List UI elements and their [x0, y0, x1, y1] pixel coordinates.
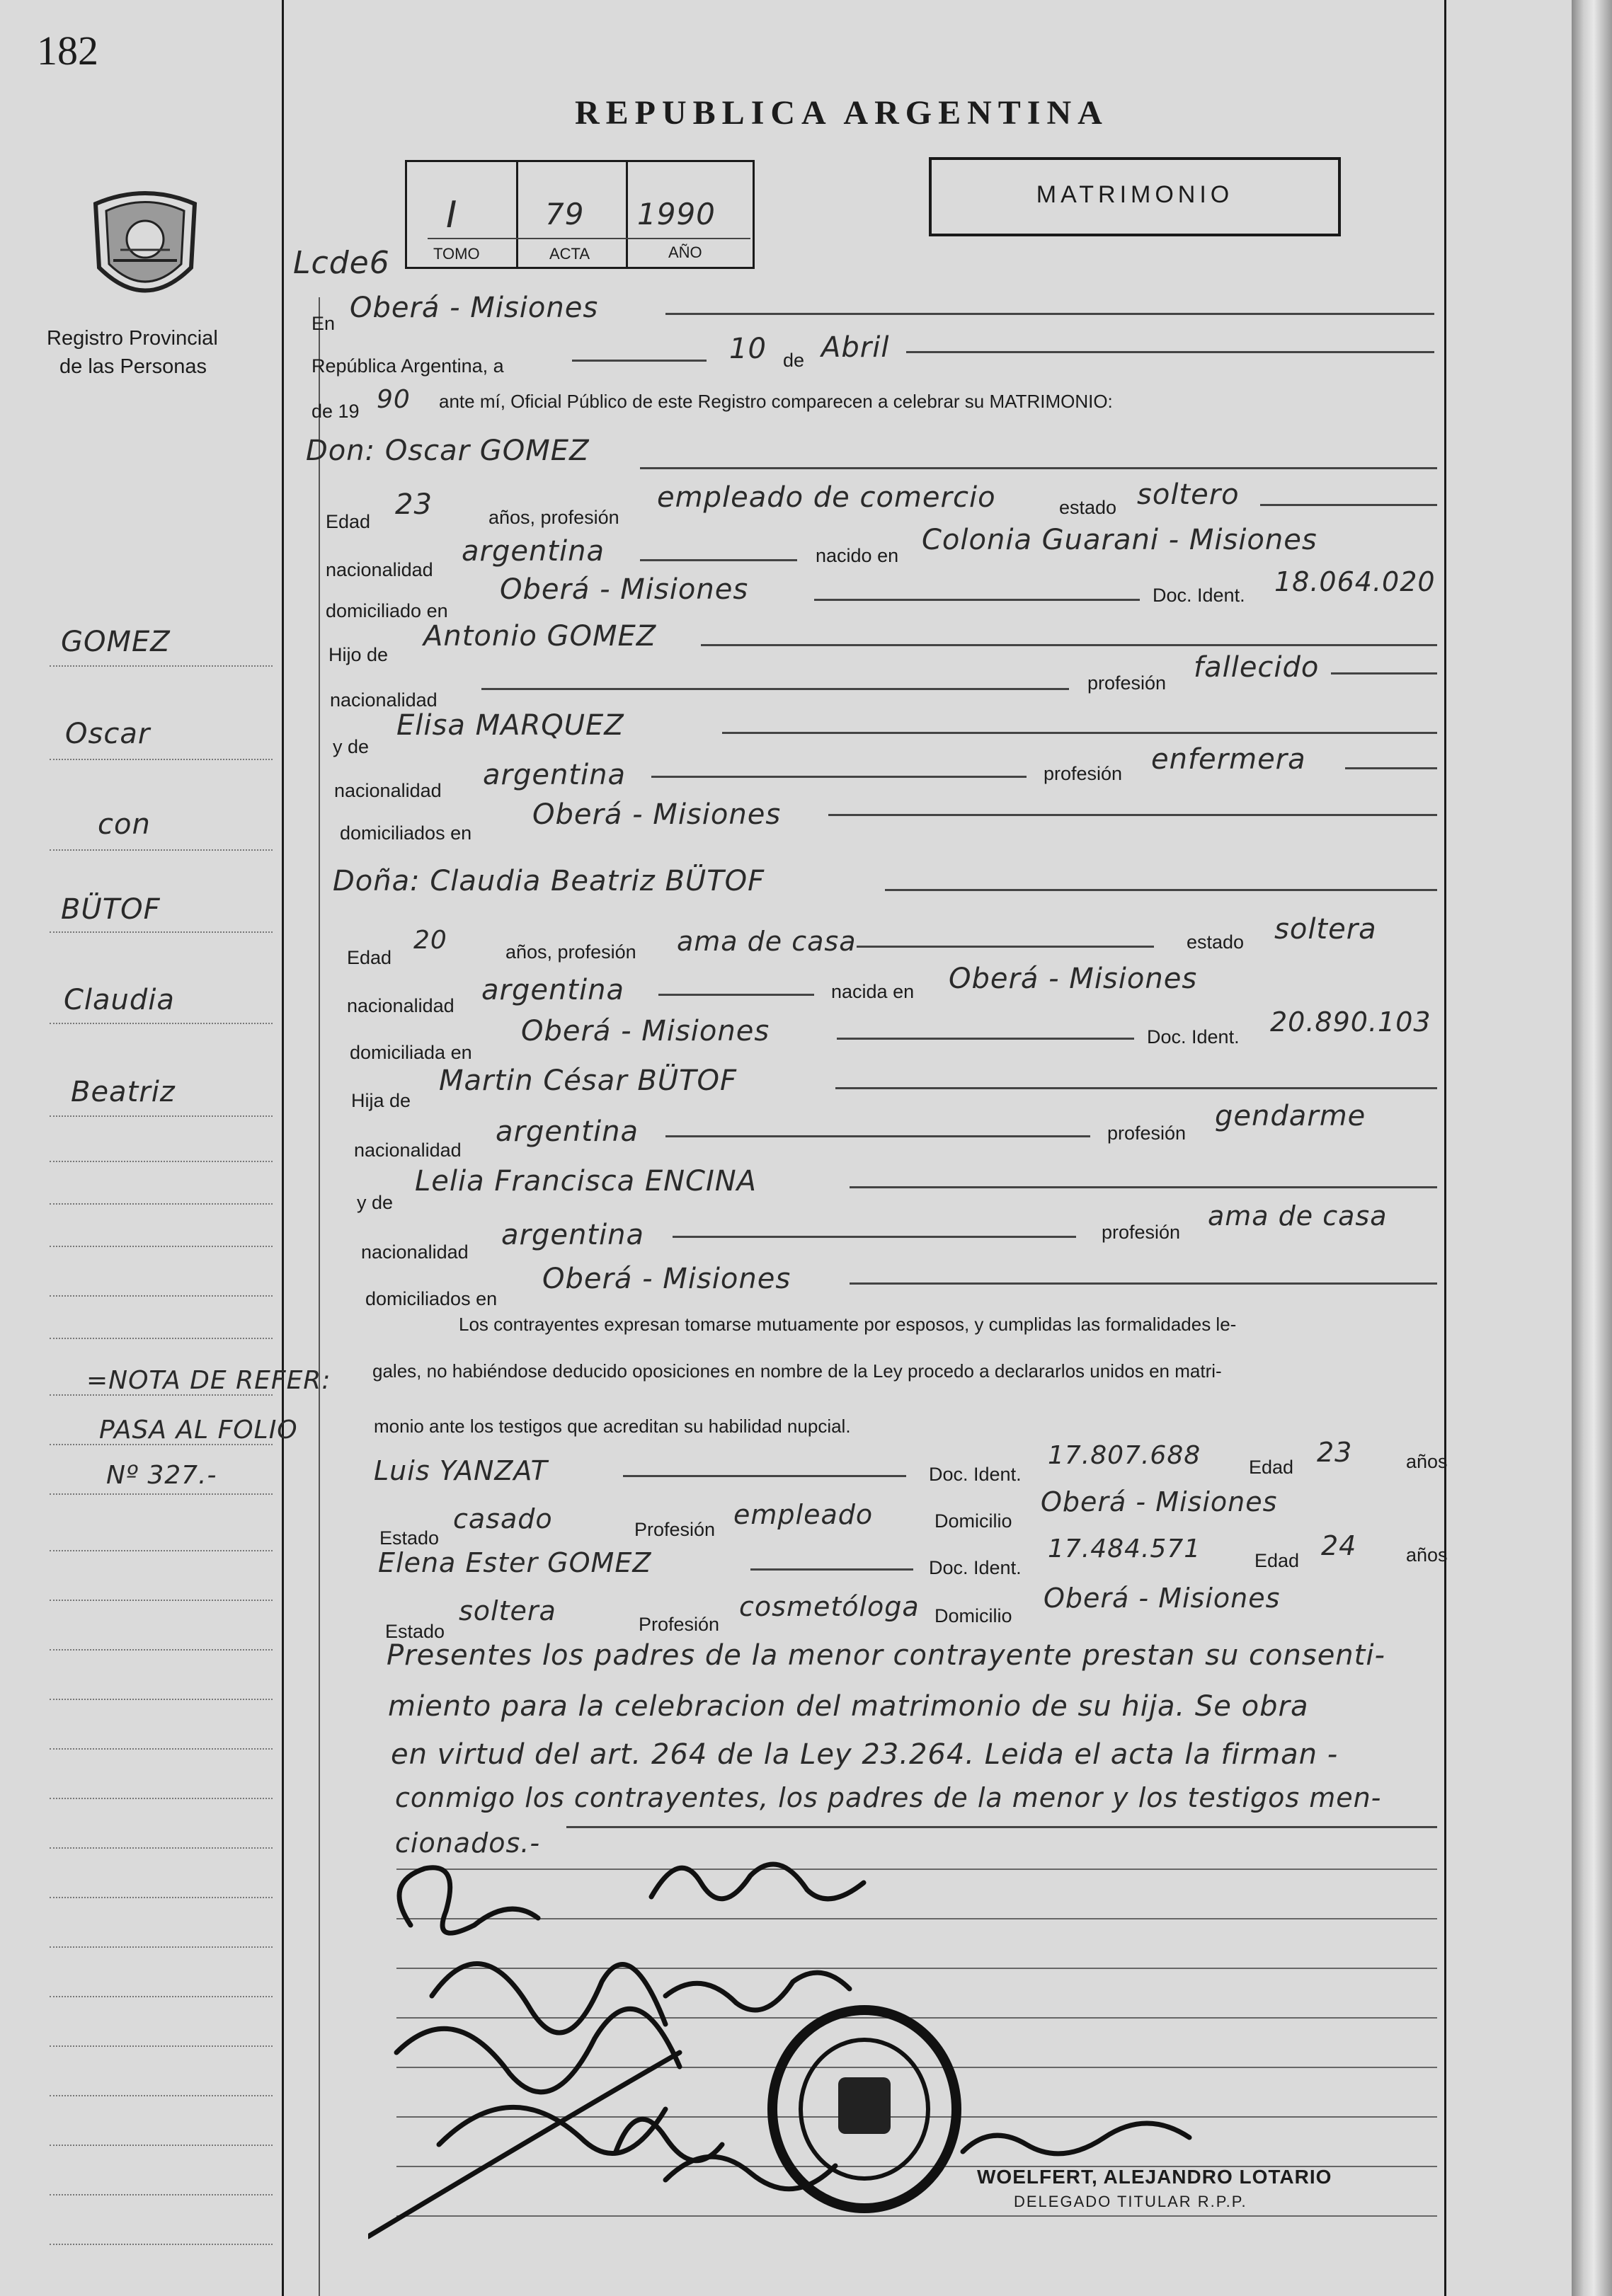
- official-name: WOELFERT, ALEJANDRO LOTARIO: [977, 2166, 1332, 2188]
- groom-title-line: [640, 467, 1437, 469]
- bride-edad-label: Edad: [347, 947, 392, 968]
- official-stamp: [762, 2003, 967, 2215]
- witness1-line-1: [623, 1475, 906, 1477]
- bride-madre-nacionalidad: argentina: [501, 1219, 644, 1251]
- margin-name-bride-1: Claudia: [64, 984, 175, 1016]
- bride-padre-profesion: gendarme: [1215, 1100, 1366, 1132]
- notes-line-1: Presentes los padres de la menor contrayente prestan su consenti-: [387, 1639, 1385, 1672]
- witness1-profesion: empleado: [733, 1499, 874, 1530]
- bride-yde-label: y de: [357, 1192, 394, 1213]
- bride-doc: 20.890.103: [1270, 1006, 1431, 1038]
- groom-line-1: [1260, 504, 1437, 506]
- bride-dom-label: domiciliada en: [350, 1042, 472, 1063]
- groom-nacido-label: nacido en: [816, 545, 899, 566]
- witness2-anos-label: años: [1406, 1544, 1448, 1566]
- bride-hija-label: Hija de: [351, 1090, 411, 1111]
- groom-anos-label: años, profesión: [488, 507, 619, 528]
- acta-value: 79: [545, 197, 585, 231]
- bride-madre: Lelia Francisca ENCINA: [415, 1165, 758, 1198]
- bride-line-8: [850, 1282, 1437, 1285]
- bride-anos-label: años, profesión: [505, 941, 636, 963]
- groom-doc-label: Doc. Ident.: [1153, 585, 1245, 606]
- witness1-domicilio: Oberá - Misiones: [1041, 1486, 1278, 1517]
- margin-note-line-1: =NOTA DE REFER:: [86, 1366, 331, 1395]
- groom-edad: 23: [395, 488, 433, 521]
- record-box-divider-1: [516, 160, 518, 268]
- book-page-edge: [1572, 0, 1612, 2296]
- groom-line-4: [701, 644, 1437, 646]
- bride-madre-prof-label: profesión: [1102, 1222, 1181, 1243]
- groom-padre-nac-label: nacionalidad: [330, 689, 438, 711]
- notes-line-4: conmigo los contrayentes, los padres de la menor y los testigos men-: [395, 1782, 1382, 1813]
- groom-title: Don: Oscar GOMEZ: [306, 435, 590, 467]
- country-title: REPUBLICA ARGENTINA: [575, 94, 1109, 132]
- groom-nac-label: nacionalidad: [326, 559, 433, 580]
- groom-line-5: [481, 688, 1069, 690]
- bride-padre-prof-label: profesión: [1107, 1123, 1187, 1144]
- witness2-name: Elena Ester GOMEZ: [378, 1547, 652, 1578]
- groom-madre-nac-label: nacionalidad: [334, 780, 442, 801]
- anio-value: 1990: [637, 197, 716, 231]
- bride-line-3: [837, 1038, 1134, 1040]
- bride-madre-profesion: ama de casa: [1208, 1200, 1388, 1232]
- witness1-prof-label: Profesión: [634, 1519, 716, 1540]
- witness1-name: Luis YANZAT: [374, 1455, 548, 1486]
- margin-note-line-3: Nº 327.-: [106, 1461, 217, 1490]
- bride-line-7: [673, 1236, 1076, 1238]
- official-title: DELEGADO TITULAR R.P.P.: [1014, 2193, 1247, 2210]
- witness2-estado: soltera: [459, 1595, 556, 1626]
- groom-hijo-label: Hijo de: [328, 644, 389, 665]
- groom-yde-label: y de: [333, 736, 370, 757]
- margin-surname-groom: GOMEZ: [61, 626, 171, 658]
- margin-note-line-2: PASA AL FOLIO: [99, 1416, 298, 1445]
- registry-line-1: Registro Provincial: [47, 327, 218, 350]
- acta-label: ACTA: [549, 245, 590, 263]
- republica-line-2: [906, 351, 1434, 353]
- bride-line-2: [658, 994, 814, 996]
- bride-doc-label: Doc. Ident.: [1147, 1026, 1240, 1047]
- bride-title-line: [885, 889, 1437, 891]
- groom-line-8: [651, 776, 1027, 778]
- margin-name-groom: Oscar: [65, 718, 151, 750]
- intro-text: ante mí, Oficial Público de este Registro comparecen a celebrar su MATRIMONIO:: [439, 391, 1113, 412]
- witness1-edad: 23: [1317, 1437, 1353, 1468]
- intro-place-line: [665, 313, 1434, 315]
- groom-edad-label: Edad: [326, 511, 371, 532]
- notes-line-5: cionados.-: [395, 1827, 541, 1859]
- declaration-line-3: monio ante los testigos que acreditan su habilidad nupcial.: [374, 1416, 851, 1437]
- intro-month: Abril: [821, 331, 890, 364]
- groom-line-3: [814, 599, 1140, 601]
- groom-doc: 18.064.020: [1274, 566, 1436, 597]
- intro-year: 90: [377, 385, 411, 414]
- groom-nacido-en: Colonia Guarani - Misiones: [922, 524, 1317, 556]
- bride-madre-nac-label: nacionalidad: [361, 1241, 469, 1263]
- groom-domicilio: Oberá - Misiones: [500, 573, 749, 606]
- page-number: 182: [37, 28, 98, 74]
- bride-line-6: [850, 1186, 1437, 1188]
- groom-line-2: [640, 559, 797, 561]
- right-border-line: [1444, 0, 1446, 2296]
- tomo-value: I: [446, 194, 458, 236]
- witness1-edad-label: Edad: [1249, 1457, 1294, 1478]
- groom-padres-domicilio: Oberá - Misiones: [532, 798, 782, 831]
- act-type-label: MATRIMONIO: [1036, 181, 1234, 208]
- bride-estado-label: estado: [1187, 931, 1245, 953]
- witness1-anos-label: años: [1406, 1451, 1448, 1472]
- groom-line-6: [1331, 672, 1437, 675]
- intro-place: Oberá - Misiones: [350, 292, 599, 324]
- groom-nacionalidad: argentina: [462, 535, 605, 568]
- witness1-doc: 17.807.688: [1048, 1441, 1201, 1470]
- bride-padre-nacionalidad: argentina: [496, 1115, 639, 1148]
- notes-line-3: en virtud del art. 264 de la Ley 23.264. Leida el acta la firman -: [391, 1738, 1339, 1771]
- bride-nacionalidad: argentina: [481, 974, 624, 1006]
- bride-padre: Martin César BÜTOF: [439, 1064, 738, 1097]
- witness2-line-1: [750, 1568, 913, 1571]
- de-label: de: [783, 350, 805, 371]
- groom-padre-profesion: fallecido: [1194, 651, 1320, 684]
- provincial-emblem: [85, 183, 205, 317]
- notes-line-2: miento para la celebracion del matrimonio de su hija. Se obra: [388, 1690, 1309, 1723]
- content-margin-line: [319, 297, 320, 2296]
- bride-line-1: [857, 946, 1154, 948]
- groom-madre: Elisa MARQUEZ: [396, 709, 624, 742]
- record-box-midline: [428, 238, 750, 239]
- bride-line-4: [835, 1087, 1437, 1089]
- witness2-doc-label: Doc. Ident.: [929, 1557, 1022, 1578]
- bride-padre-nac-label: nacionalidad: [354, 1140, 462, 1161]
- anio-label: AÑO: [668, 243, 702, 261]
- witness2-edad-label: Edad: [1254, 1550, 1300, 1571]
- margin-reference: Lcde6: [293, 245, 390, 281]
- groom-dom-label: domiciliado en: [326, 600, 448, 621]
- bride-title: Doña: Claudia Beatriz BÜTOF: [333, 865, 765, 897]
- republica-label: República Argentina, a: [311, 355, 504, 377]
- groom-estado: soltero: [1137, 478, 1240, 511]
- record-box-divider-2: [626, 160, 628, 268]
- bride-profesion: ama de casa: [677, 926, 857, 957]
- witness2-estado-label: Estado: [385, 1621, 445, 1642]
- bride-edad: 20: [413, 926, 447, 955]
- republica-line-1: [572, 360, 707, 362]
- groom-line-10: [828, 814, 1437, 816]
- en-label: En: [311, 313, 336, 334]
- witness2-doc: 17.484.571: [1048, 1534, 1201, 1563]
- bride-domicilio: Oberá - Misiones: [521, 1015, 770, 1047]
- margin-con: con: [98, 808, 151, 841]
- margin-name-bride-2: Beatriz: [71, 1076, 176, 1108]
- groom-padre: Antonio GOMEZ: [423, 620, 657, 653]
- witness2-dom-label: Domicilio: [934, 1605, 1012, 1626]
- bride-estado: soltera: [1274, 913, 1377, 946]
- groom-line-9: [1345, 767, 1437, 769]
- witness1-doc-label: Doc. Ident.: [929, 1464, 1022, 1485]
- year-prefix: de 19: [311, 401, 360, 422]
- bride-line-5: [665, 1135, 1090, 1137]
- bride-nac-label: nacionalidad: [347, 995, 455, 1016]
- bride-nacida-en: Oberá - Misiones: [949, 963, 1198, 995]
- margin-surname-bride: BÜTOF: [61, 893, 161, 926]
- witness2-profesion: cosmetóloga: [739, 1591, 920, 1622]
- groom-profesion: empleado de comercio: [657, 481, 996, 514]
- declaration-line-2: gales, no habiéndose deducido oposiciones en nombre de la Ley procedo a declararlos unidos en matri-: [372, 1360, 1222, 1382]
- groom-domiciliados-label: domiciliados en: [340, 822, 472, 844]
- bride-domiciliados-label: domiciliados en: [365, 1288, 498, 1309]
- groom-line-7: [722, 732, 1437, 734]
- groom-madre-prof-label: profesión: [1044, 763, 1123, 784]
- witness1-estado: casado: [453, 1503, 553, 1534]
- witness2-edad: 24: [1321, 1530, 1357, 1561]
- witness2-prof-label: Profesión: [639, 1614, 720, 1635]
- declaration-line-1: Los contrayentes expresan tomarse mutuamente por esposos, y cumplidas las formalidades le-: [459, 1314, 1237, 1335]
- left-margin-line: [282, 0, 284, 2296]
- tomo-label: TOMO: [433, 245, 480, 263]
- registry-line-2: de las Personas: [59, 355, 207, 378]
- bride-nacida-label: nacida en: [831, 981, 915, 1002]
- groom-padre-prof-label: profesión: [1087, 672, 1167, 694]
- groom-madre-nacionalidad: argentina: [483, 759, 626, 791]
- groom-estado-label: estado: [1059, 497, 1117, 518]
- witness1-estado-label: Estado: [379, 1527, 440, 1549]
- groom-madre-profesion: enfermera: [1151, 743, 1306, 776]
- notes-end-line: [566, 1826, 1437, 1828]
- witness2-domicilio: Oberá - Misiones: [1044, 1583, 1281, 1614]
- witness1-dom-label: Domicilio: [934, 1510, 1012, 1532]
- bride-padres-domicilio: Oberá - Misiones: [542, 1263, 791, 1295]
- intro-day: 10: [729, 333, 767, 365]
